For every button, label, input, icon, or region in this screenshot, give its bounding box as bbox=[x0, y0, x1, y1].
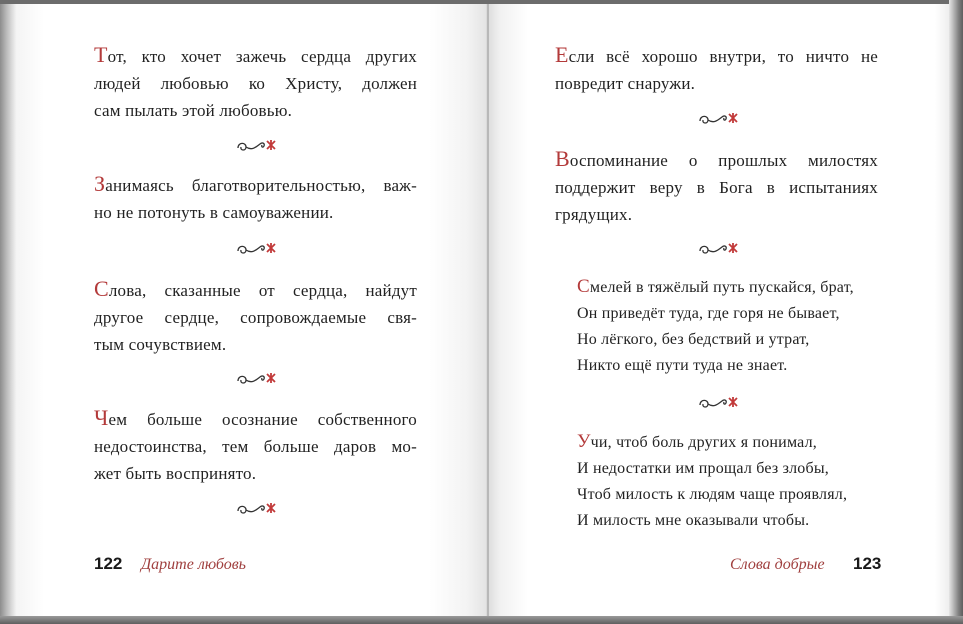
poem-line: И милость мне оказывали чтобы. bbox=[577, 512, 810, 529]
paragraph-line: жет быть воспринято. bbox=[94, 464, 257, 483]
flourish-ornament-icon bbox=[234, 240, 280, 258]
paragraph-line: грядущих. bbox=[555, 205, 633, 224]
flourish-ornament-icon bbox=[696, 110, 742, 128]
dropcap: З bbox=[94, 171, 106, 196]
paragraph-line: поддержит веру в Бога в испытаниях bbox=[555, 178, 878, 197]
running-title-left: Дарите любовь bbox=[141, 556, 246, 573]
flourish-ornament-icon bbox=[696, 240, 742, 258]
poem-line: Никто ещё пути туда не знает. bbox=[577, 357, 788, 374]
dropcap: Е bbox=[555, 42, 569, 67]
running-title-right: Слова добрые bbox=[730, 556, 825, 573]
paragraph-line: Тот, кто хочет зажечь сердца других bbox=[94, 42, 417, 67]
poem-line: Он приведёт туда, где горя не бывает, bbox=[577, 305, 840, 322]
left-paragraph-1 bbox=[94, 41, 417, 124]
paragraph-line: но не потонуть в самоуважении. bbox=[94, 203, 334, 222]
paragraph-line: сам пылать этой любовью. bbox=[94, 101, 293, 120]
paragraph-line: повредит снаружи. bbox=[555, 74, 696, 93]
page-number-left: 122 bbox=[94, 554, 123, 573]
dropcap: С bbox=[94, 276, 109, 301]
flourish-ornament-icon bbox=[696, 394, 742, 412]
flourish-ornament-icon bbox=[234, 370, 280, 388]
poem-line: Смелей в тяжёлый путь пускайся, брат, bbox=[577, 276, 854, 297]
paragraph-line: Занимаясь благотворительностью, важ- bbox=[94, 171, 417, 196]
dropcap: У bbox=[577, 431, 591, 452]
dropcap: С bbox=[577, 276, 590, 297]
book-spine bbox=[487, 4, 489, 616]
flourish-ornament-icon bbox=[234, 137, 280, 155]
paragraph-line: Чем больше осознание собственного bbox=[94, 405, 417, 430]
paragraph-line: другое сердце, сопровождаемые свя- bbox=[94, 308, 417, 327]
right-paragraph-1 bbox=[555, 41, 878, 97]
dropcap: В bbox=[555, 146, 570, 171]
right-poem-1 bbox=[577, 274, 897, 379]
left-paragraph-4 bbox=[94, 404, 417, 487]
poem-line: И недостатки им прощал без злобы, bbox=[577, 460, 829, 477]
left-paragraph-3 bbox=[94, 275, 417, 358]
background-bottom bbox=[0, 616, 963, 624]
poem-line: Но лёгкого, без бедствий и утрат, bbox=[577, 331, 810, 348]
right-poem-2 bbox=[577, 429, 897, 534]
flourish-ornament-icon bbox=[234, 500, 280, 518]
paragraph-line: Слова, сказанные от сердца, найдут bbox=[94, 276, 417, 301]
paragraph-line: тым сочувствием. bbox=[94, 335, 227, 354]
paragraph-line: Воспоминание о прошлых милостях bbox=[555, 146, 878, 171]
page-number-right: 123 bbox=[853, 554, 882, 573]
poem-line: Чтоб милость к людям чаще проявлял, bbox=[577, 486, 848, 503]
book-left-edge bbox=[0, 4, 16, 616]
paragraph-line: людей любовью ко Христу, должен bbox=[94, 74, 417, 93]
poem-line: Учи, чтоб боль других я понимал, bbox=[577, 431, 817, 452]
left-paragraph-2 bbox=[94, 170, 417, 226]
paragraph-line: Если всё хорошо внутри, то ничто не bbox=[555, 42, 878, 67]
dropcap: Ч bbox=[94, 405, 109, 430]
dropcap: Т bbox=[94, 42, 108, 67]
paragraph-line: недостоинства, тем больше даров мо- bbox=[94, 437, 417, 456]
right-paragraph-2 bbox=[555, 145, 878, 228]
book-right-edge bbox=[949, 0, 963, 624]
